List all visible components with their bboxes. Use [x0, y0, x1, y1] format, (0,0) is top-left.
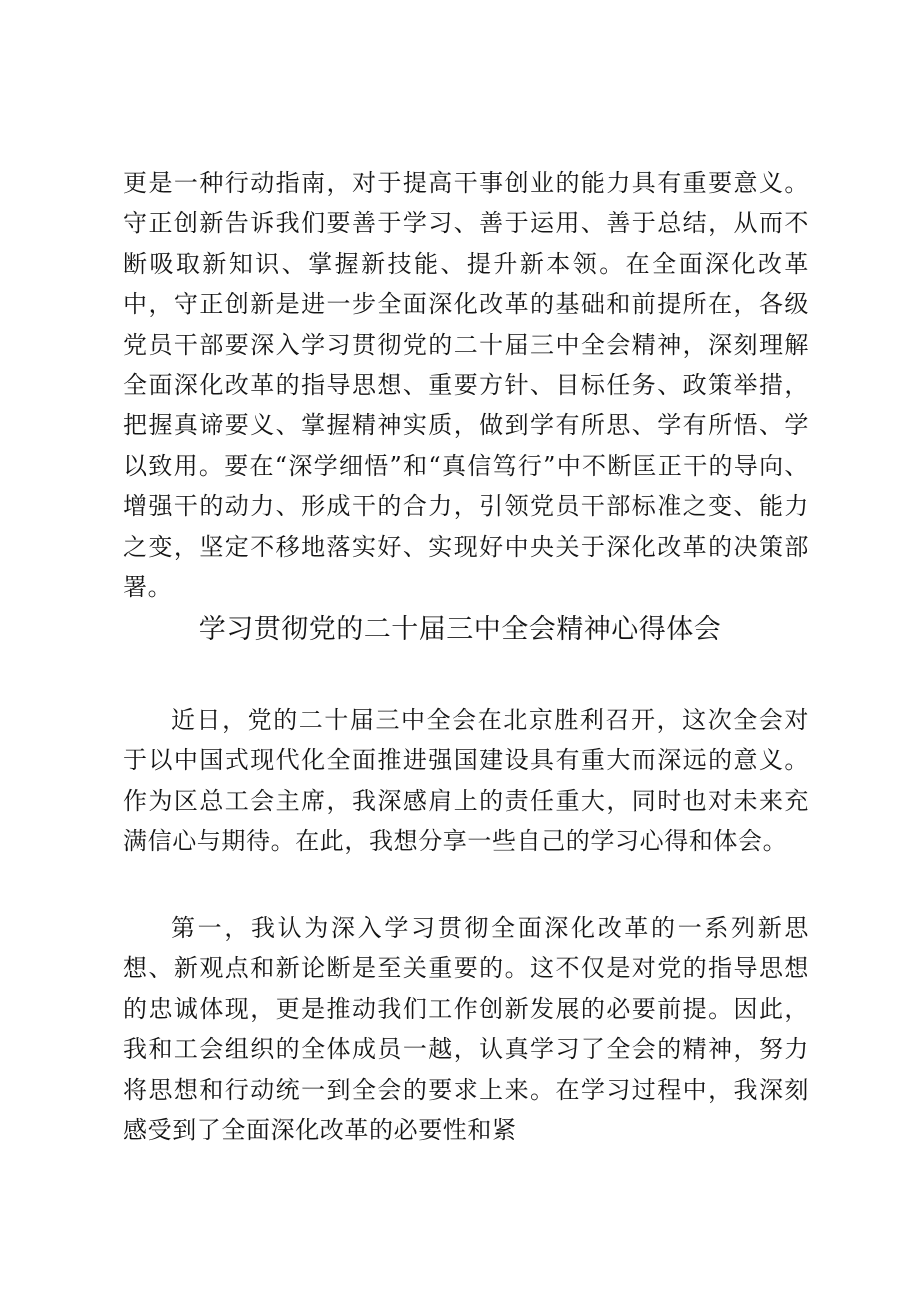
intro-paragraph: 近日，党的二十届三中全会在北京胜利召开，这次全会对于以中国式现代化全面推进强国建设具有重大而深远的意义。作为区总工会主席，我深感肩上的责任重大，同时也对未来充满信心与期待。在此，我想分享一些自己的学习心得和体会。 [123, 706, 809, 856]
section-heading: 学习贯彻党的二十届三中全会精神心得体会 [198, 614, 722, 645]
continued-paragraph: 更是一种行动指南，对于提高干事创业的能力具有重要意义。守正创新告诉我们要善于学习、善于运用、善于总结，从而不断吸取新知识、掌握新技能、提升新本领。在全面深化改革中，守正创新是进一步全面深化改革的基础和前提所在，各级党员干部要深入学习贯彻党的二十届三中全会精神，深刻理解全面深化改革的指导思想、重要方针、目标任务、政策举措，把握真谛要义、掌握精神实质，做到学有所思、学有所悟、学以致用。要在“深学细悟”和“真信笃行”中不断匡正干的导向、增强干的动力、形成干的合力，引领党员干部标准之变、能力之变，坚定不移地落实好、实现好中央关于深化改革的决策部署。 [123, 169, 809, 602]
point-one-paragraph: 第一，我认为深入学习贯彻全面深化改革的一系列新思想、新观点和新论断是至关重要的。这不仅是对党的指导思想的忠诚体现，更是推动我们工作创新发展的必要前提。因此，我和工会组织的全体成员一越，认真学习了全会的精神，努力将思想和行动统一到全会的要求上来。在学习过程中，我深刻感受到了全面深化改革的必要性和紧 [123, 914, 809, 1145]
